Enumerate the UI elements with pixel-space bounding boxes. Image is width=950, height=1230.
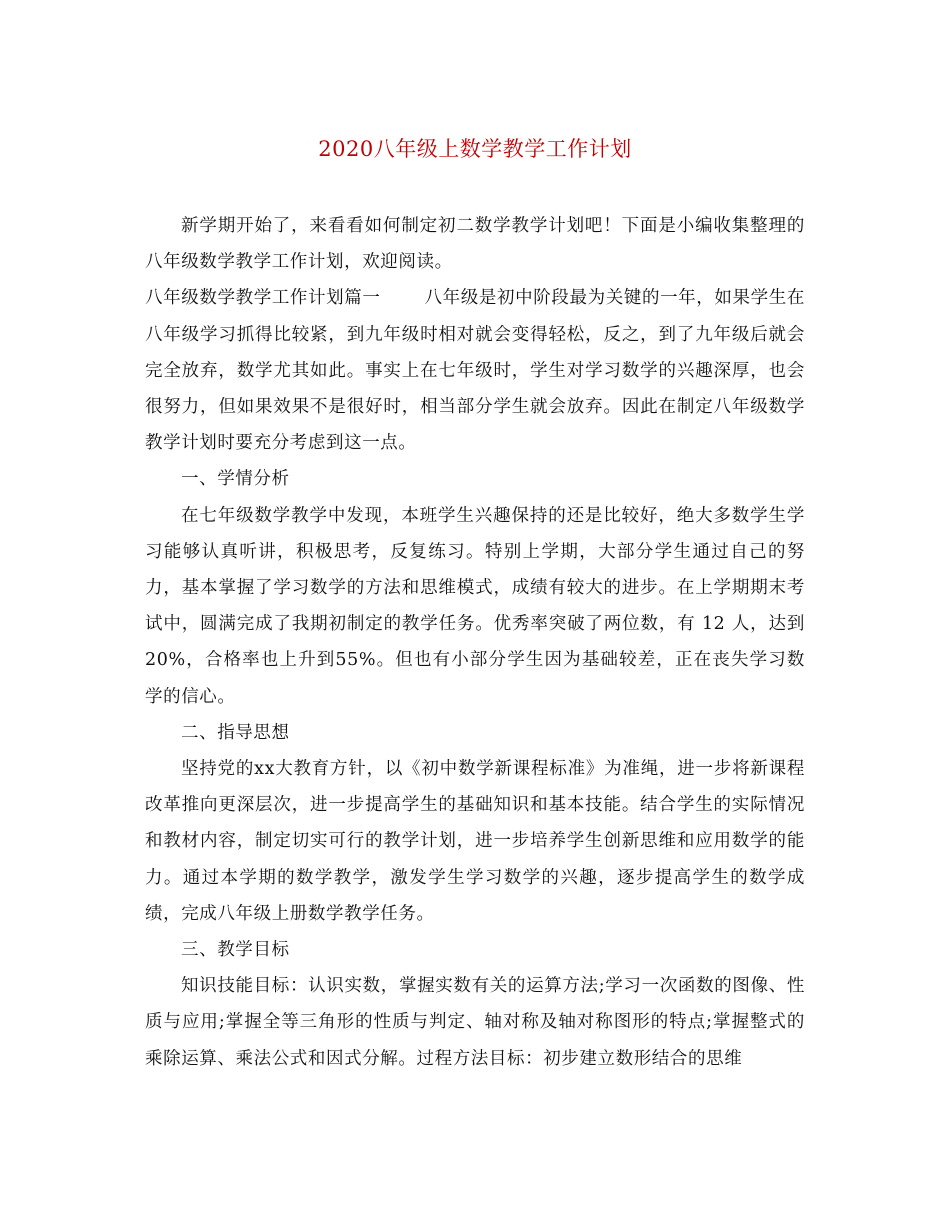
section-heading-guiding-thought bbox=[145, 715, 805, 751]
section-heading-student-analysis bbox=[145, 461, 805, 497]
paragraph-intro bbox=[145, 208, 805, 280]
paragraph-text: 在七年级数学教学中发现，本班学生兴趣保持的还是比较好，绝大多数学生学习能够认真听讲，积极思考，反复练习。特别上学期，大部分学生通过自己的努力，基本掌握了学习数学的方法和思维模式，成绩有较大的进步。在上学期期末考试中，圆满完成了我期初制定的教学任务。优秀率突破了两位数，有 12 人，达到20%，合格率也上升到55%。但也有小部分学生因为基础较差，正在丧失学习数学的信心。 bbox=[145, 505, 805, 707]
paragraph-text: 八年级是初中阶段最为关键的一年，如果学生在八年级学习抓得比较紧，到九年级时相对就会变得轻松，反之，到了九年级后就会完全放弃，数学尤其如此。事实上在七年级时，学生对学习数学的兴趣深厚，也会很努力，但如果效果不是很好时，相当部分学生就会放弃。因此在制定八年级数学教学计划时要充分考虑到这一点。 bbox=[145, 288, 805, 454]
heading-text: 一、学情分析 bbox=[181, 469, 290, 490]
paragraph-text: 知识技能目标：认识实数，掌握实数有关的运算方法;学习一次函数的图像、性质与应用;掌握全等三角形的性质与判定、轴对称及轴对称图形的特点;掌握整式的乘除运算、乘法公式和因式分解。过程方法目标：初步建立数形结合的思维 bbox=[145, 976, 805, 1069]
paragraph-text: 坚持党的xx大教育方针，以《初中数学新课程标准》为准绳，进一步将新课程改革推向更深层次，进一步提高学生的基础知识和基本技能。结合学生的实际情况和教材内容，制定切实可行的教学计划，进一步培养学生创新思维和应用数学的能力。通过本学期的数学教学，激发学生学习数学的兴趣，逐步提高学生的数学成绩，完成八年级上册数学教学任务。 bbox=[145, 759, 805, 924]
paragraph-student-analysis bbox=[145, 498, 805, 715]
heading-text: 三、教学目标 bbox=[181, 940, 290, 961]
document-title: 2020八年级上数学教学工作计划 bbox=[318, 137, 632, 161]
document-body bbox=[145, 208, 805, 1077]
section-lead: 八年级数学教学工作计划篇一 bbox=[145, 288, 381, 309]
heading-text: 二、指导思想 bbox=[181, 722, 290, 743]
section-heading-teaching-goals bbox=[145, 932, 805, 968]
paragraph-plan-part-one bbox=[145, 280, 805, 461]
paragraph-guiding-thought bbox=[145, 751, 805, 932]
paragraph-text: 新学期开始了，来看看如何制定初二数学教学计划吧！下面是小编收集整理的八年级数学教学工作计划，欢迎阅读。 bbox=[145, 216, 805, 273]
paragraph-teaching-goals bbox=[145, 968, 805, 1077]
